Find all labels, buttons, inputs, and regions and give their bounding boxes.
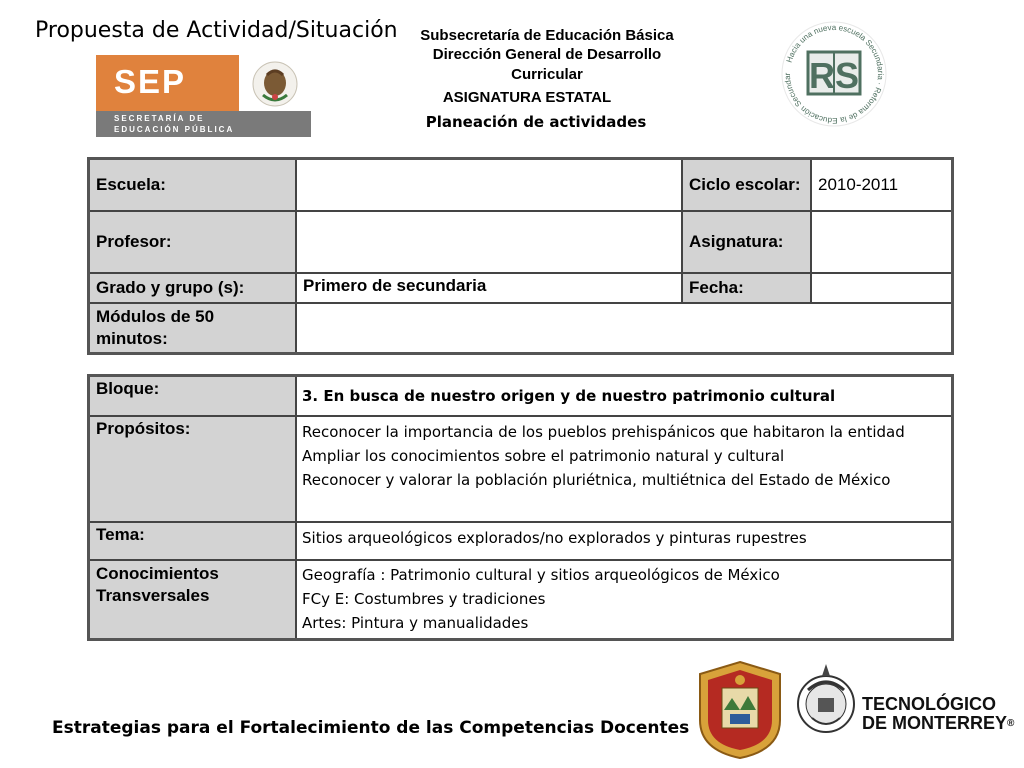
grado-grupo-value: Primero de secundaria	[296, 273, 682, 303]
modulos-label: Módulos de 50 minutos:	[89, 303, 297, 354]
asignatura-value	[811, 211, 953, 273]
header-subsecretaria: Subsecretaría de Educación Básica	[420, 27, 674, 44]
conocimiento-item: FCy E: Costumbres y tradiciones	[302, 589, 546, 608]
fecha-value	[811, 273, 953, 303]
rs-logo-ring-text: Hacia una nueva escuela Secundaria · Reforma de la Educación Secundar	[782, 22, 886, 126]
ciclo-escolar-value: 2010-2011	[811, 159, 953, 211]
modulos-value	[296, 303, 953, 354]
profesor-value	[296, 211, 682, 273]
conocimientos-value	[296, 560, 953, 640]
header-asignatura-estatal: ASIGNATURA ESTATAL	[442, 89, 612, 106]
tema-label: Tema:	[89, 522, 297, 560]
grado-grupo-label: Grado y grupo (s):	[89, 273, 297, 303]
reforma-secundaria-logo	[778, 18, 890, 130]
proposito-item: Ampliar los conocimientos sobre el patrimonio natural y cultural	[302, 446, 785, 465]
registered-mark: ®	[1007, 718, 1015, 729]
tema-value: Sitios arqueológicos explorados/no explorados y pinturas rupestres	[296, 522, 953, 560]
ciclo-escolar-label: Ciclo escolar:	[682, 159, 811, 211]
conocimientos-label: Conocimientos Transversales	[89, 560, 297, 640]
page-title: Propuesta de Actividad/Situación	[35, 18, 398, 43]
mexico-coat-of-arms-icon	[239, 55, 311, 111]
asignatura-label: Asignatura:	[682, 211, 811, 273]
escuela-label: Escuela:	[89, 159, 297, 211]
propositos-value	[296, 416, 953, 522]
bloque-value: 3. En busca de nuestro origen y de nuestro patrimonio cultural	[296, 376, 953, 416]
rs-logo-text: RS	[808, 55, 860, 96]
bloque-label: Bloque:	[89, 376, 297, 416]
sep-logo-text: SEP	[114, 63, 187, 100]
conocimiento-item: Geografía : Patrimonio cultural y sitios arqueológicos de México	[302, 565, 780, 584]
tec-wordmark-line2: DE MONTERREY	[862, 713, 1008, 733]
sep-logo-subtitle: SECRETARÍA DE EDUCACIÓN PÚBLICA	[114, 114, 235, 134]
propositos-label: Propósitos:	[89, 416, 297, 522]
activity-plan-table	[87, 374, 954, 641]
proposito-item: Reconocer la importancia de los pueblos prehispánicos que habitaron la entidad	[302, 422, 905, 441]
proposito-item: Reconocer y valorar la población pluriétnica, multiétnica del Estado de México	[302, 470, 891, 489]
footer-text: Estrategias para el Fortalecimiento de las Competencias Docentes	[52, 718, 690, 738]
tec-de-monterrey-seal-icon	[794, 660, 858, 740]
school-info-table	[87, 157, 954, 355]
estado-de-mexico-seal-icon	[694, 660, 786, 760]
header-direccion: Dirección General de Desarrollo	[432, 46, 662, 63]
escuela-value	[296, 159, 682, 211]
tec-wordmark-line1: TECNOLÓGICO	[862, 694, 996, 714]
profesor-label: Profesor:	[89, 211, 297, 273]
header-planeacion: Planeación de actividades	[425, 113, 647, 131]
conocimiento-item: Artes: Pintura y manualidades	[302, 613, 529, 632]
header-curricular: Curricular	[511, 66, 583, 83]
tec-de-monterrey-wordmark	[862, 695, 1014, 733]
sep-logo	[96, 55, 311, 137]
fecha-label: Fecha:	[682, 273, 811, 303]
